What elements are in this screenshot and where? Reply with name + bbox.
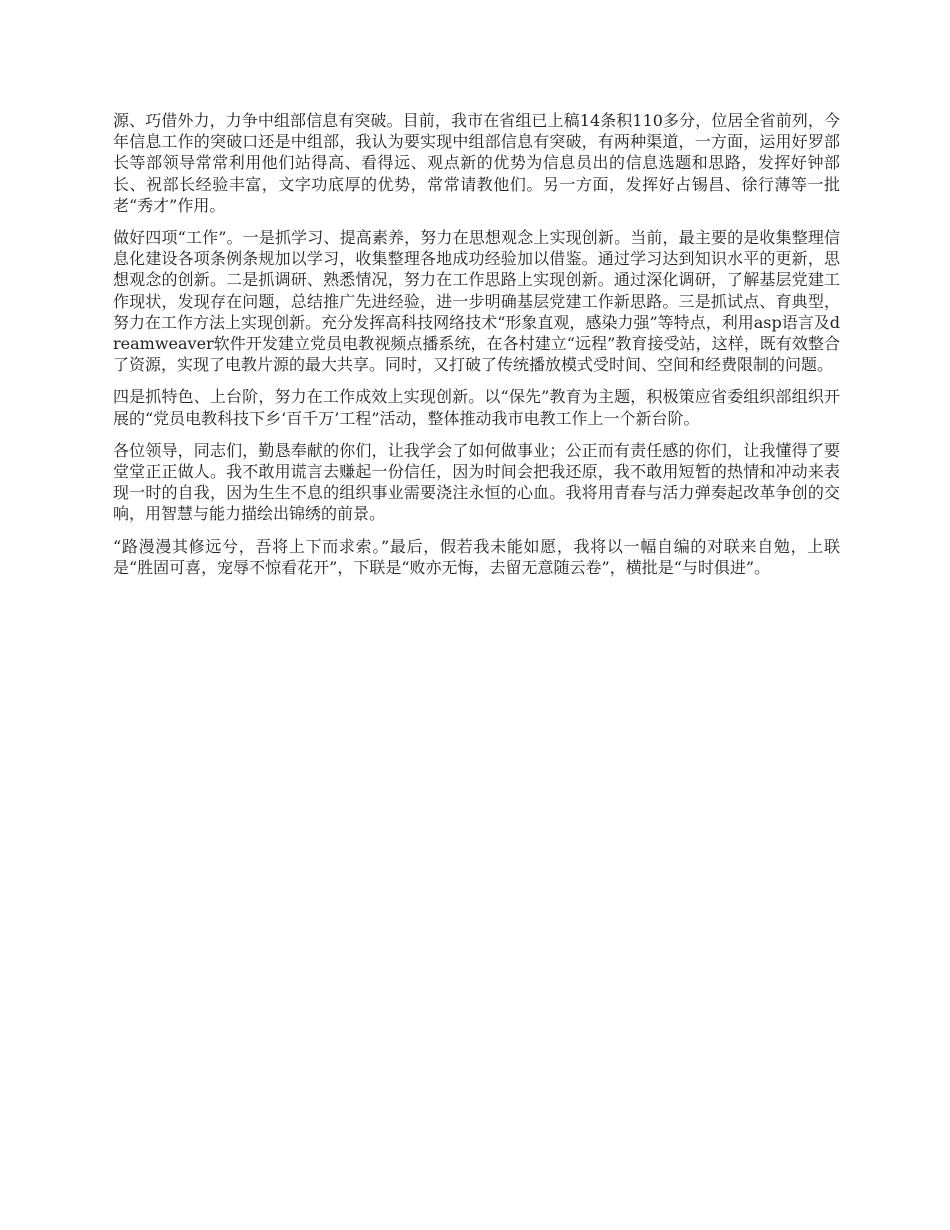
paragraph-5: “路漫漫其修远兮，吾将上下而求索。”最后，假若我未能如愿，我将以一幅自编的对联来自勉，上联是“胜固可喜，宠辱不惊看花开”，下联是“败亦无悔，去留无意随云卷”，横批是“与时俱进”。 (113, 536, 840, 577)
paragraph-1: 源、巧借外力，力争中组部信息有突破。目前，我市在省组已上稿14条积110多分，位居全省前列，今年信息工作的突破口还是中组部，我认为要实现中组部信息有突破，有两种渠道，一方面，运用好罗部长等部领导常常利用他们站得高、看得远、观点新的优势为信息员出的信息选题和思路，发挥好钟部长、祝部长经验丰富，文字功底厚的优势，常常请教他们。另一方面，发挥好占锡昌、徐行薄等一批老“秀才”作用。 (113, 111, 840, 215)
document-body (113, 110, 840, 589)
paragraph-3: 四是抓特色、上台阶，努力在工作成效上实现创新。以“保先”教育为主题，积极策应省委组织部组织开展的“党员电教科技下乡‘百千万’工程”活动，整体推动我市电教工作上一个新台阶。 (113, 387, 840, 428)
paragraph-4: 各位领导，同志们，勤恳奉献的你们，让我学会了如何做事业；公正而有责任感的你们，让我懂得了要堂堂正正做人。我不敢用谎言去赚起一份信任，因为时间会把我还原，我不敢用短暂的热情和冲动来表现一时的自我，因为生生不息的组织事业需要浇注永恒的心血。我将用青春与活力弹奏起改革争创的交响，用智慧与能力描绘出锦绣的前景。 (113, 440, 840, 524)
paragraph-2: 做好四项“工作”。一是抓学习、提高素养，努力在思想观念上实现创新。当前，最主要的是收集整理信息化建设各项条例条规加以学习，收集整理各地成功经验加以借鉴。通过学习达到知识水平的更新，思想观念的创新。二是抓调研、熟悉情况，努力在工作思路上实现创新。通过深化调研，了解基层党建工作现状，发现存在问题，总结推广先进经验，进一步明确基层党建工作新思路。三是抓试点、育典型，努力在工作方法上实现创新。充分发挥高科技网络技术“形象直观，感染力强”等特点，利用asp语言及dreamweaver软件开发建立党员电教视频点播系统，在各村建立“远程”教育接受站，这样，既有效整合了资源，实现了电教片源的最大共享。同时，又打破了传统播放模式受时间、空间和经费限制的问题。 (113, 228, 840, 375)
